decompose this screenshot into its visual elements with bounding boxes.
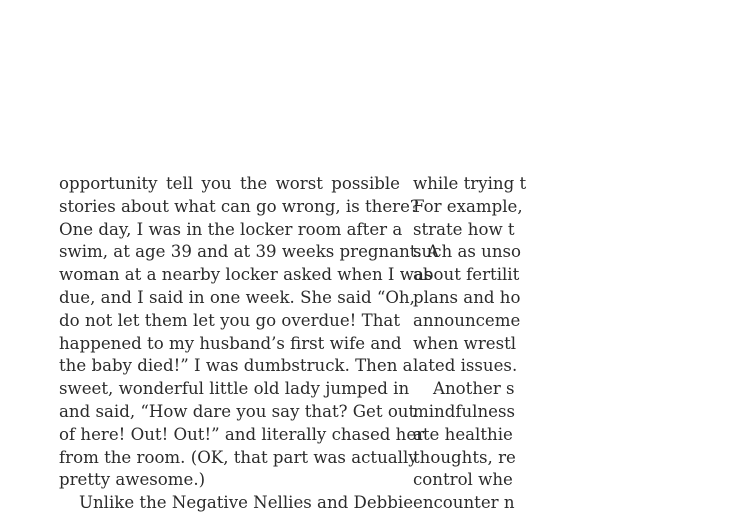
text-line: plans and ho	[413, 287, 521, 307]
text-line: mindfulness	[413, 401, 516, 421]
text-line: announceme	[413, 310, 521, 330]
text-line: while trying t	[413, 174, 527, 193]
text-line: sweet, wonderful little old lady jumped in	[59, 379, 410, 399]
text-line: strate how t	[413, 219, 515, 239]
text-line: the baby died!” I was dumbstruck. Then a	[59, 356, 413, 376]
text-line: opportunity tell you the worst possible	[59, 174, 400, 193]
text-line: ate healthie	[413, 424, 513, 444]
text-line: thoughts, re	[413, 447, 516, 467]
text-line: swim, at age 39 and at 39 weeks pregnant. A	[59, 242, 440, 262]
text-line: due, and I said in one week. She said “Oh,	[59, 287, 415, 307]
text-line: control whe	[413, 470, 513, 490]
text-line: woman at a nearby locker asked when I was	[59, 265, 433, 285]
right-text-column	[413, 173, 754, 515]
text-line: happened to my husband’s first wife and	[59, 333, 402, 353]
text-line: Another s	[433, 379, 515, 399]
text-line: stories about what can go wrong, is there?	[59, 196, 419, 216]
left-text-column	[59, 173, 440, 515]
text-line: pretty awesome.)	[59, 470, 206, 490]
text-line: when wrestl	[413, 333, 517, 353]
text-line: and said, “How dare you say that? Get out	[59, 401, 416, 421]
text-line: do not let them let you go overdue! That	[59, 310, 400, 330]
text-line: from the room. (OK, that part was actually	[59, 447, 418, 467]
text-line: For example,	[413, 196, 523, 216]
text-line: One day, I was in the locker room after a	[59, 219, 403, 239]
text-line: encounter n	[413, 493, 515, 513]
text-line: Unlike the Negative Nellies and Debbie	[79, 493, 414, 513]
text-line: such as unso	[413, 242, 522, 262]
text-line: about fertilit	[413, 265, 520, 285]
text-line: lated issues.	[413, 356, 518, 376]
text-line: of here! Out! Out!” and literally chased her	[59, 424, 425, 444]
